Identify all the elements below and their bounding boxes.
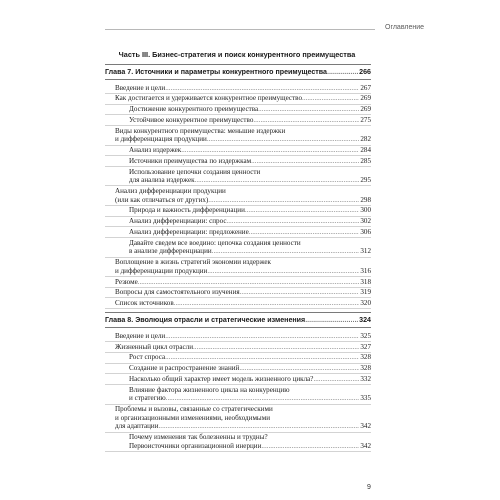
entry-text-line: для анализа издержек [129, 176, 195, 185]
part-title: Часть III. Бизнес-стратегия и поиск конкурентного преимущества [118, 50, 356, 59]
leader-dots [253, 116, 359, 125]
entry-page: 316 [360, 266, 371, 275]
leader-dots [305, 313, 358, 327]
running-head-rule [105, 29, 375, 30]
toc-entry [105, 238, 371, 257]
leader-dots [174, 299, 360, 308]
entry-text-line: Воплощение в жизнь стратегий экономии издержек [115, 258, 272, 267]
leader-dots [207, 135, 360, 144]
leader-dots [181, 146, 359, 155]
entry-page: 332 [360, 374, 371, 383]
entry-text-line: Введение и цели [115, 83, 166, 92]
leader-dots [245, 206, 359, 215]
leader-dots [302, 94, 359, 103]
entry-page: 342 [360, 441, 371, 450]
entry-text-line: и стратегию [129, 394, 166, 403]
chapter-page: 266 [359, 68, 371, 76]
entry-text-line: Источники преимущества по издержкам [129, 156, 252, 165]
entry-text-line: Резюме [115, 277, 138, 286]
leader-dots [240, 288, 360, 297]
entry-page: 300 [360, 206, 371, 215]
chapter-title: Глава 8. Эволюция отрасли и стратегические изменения [105, 316, 306, 325]
toc-entry [105, 298, 371, 309]
leader-dots [251, 157, 359, 166]
chapter-heading [105, 64, 371, 80]
entry-text-line: Список источников [115, 299, 174, 308]
entry-text-line: и дифференциация продукции [115, 135, 207, 144]
chapter-heading [105, 312, 371, 328]
leader-dots [165, 84, 359, 93]
entry-page: 327 [360, 342, 371, 351]
entry-text-line: Как достигается и удерживается конкурентное преимущество [115, 94, 303, 103]
toc-entry [105, 167, 371, 186]
leader-dots [239, 364, 359, 373]
entry-page: 282 [360, 135, 371, 144]
entry-page: 284 [360, 146, 371, 155]
chapter-title: Глава 7. Источники и параметры конкурентного преимущества [105, 68, 327, 76]
entry-page: 319 [360, 288, 371, 297]
entry-page: 335 [360, 394, 371, 403]
leader-dots [166, 394, 360, 403]
leader-dots [193, 343, 359, 352]
leader-dots [165, 332, 359, 341]
toc-entry [105, 227, 371, 238]
leader-dots [138, 278, 360, 287]
toc-entry [105, 385, 371, 404]
entry-text-line: Почему изменения так болезненны и трудны? [129, 433, 268, 442]
toc-entry [105, 364, 371, 375]
entry-text-line: Жизненный цикл отрасли [115, 342, 194, 351]
leader-dots [212, 247, 360, 256]
entry-text-line: в анализе дифференциации [129, 247, 212, 256]
entry-text-line: Введение и цели [115, 331, 166, 340]
entry-text-line: Использование цепочки создания ценности [129, 167, 261, 176]
entry-page: 320 [360, 299, 371, 308]
entry-text-line: Достижение конкурентного преимущества [129, 105, 259, 114]
toc-entry [105, 115, 371, 126]
entry-text-line: Анализ дифференциации: спрос [129, 217, 227, 226]
entry-page: 285 [360, 156, 371, 165]
toc-entry [105, 353, 371, 364]
leader-dots [207, 267, 359, 276]
entry-page: 328 [360, 353, 371, 362]
entry-text-line: Анализ дифференциации продукции [115, 187, 226, 196]
chapter-page: 324 [359, 316, 371, 325]
entry-text-line: Природа и важность дифференциации [129, 206, 245, 215]
leader-dots [249, 228, 360, 237]
toc-entry [105, 156, 371, 167]
entry-text-line: (или как отличаться от других) [115, 195, 209, 204]
running-head: Оглавление [385, 24, 425, 31]
entry-text-line: для адаптации [115, 422, 159, 431]
toc-entry [105, 206, 371, 217]
table-of-contents [105, 64, 371, 452]
entry-text-line: Давайте сведем все воедино: цепочка создания ценности [129, 238, 301, 247]
entry-text-line: Вопросы для самостоятельного изучения [115, 288, 240, 297]
toc-entry [105, 186, 371, 205]
entry-page: 328 [360, 364, 371, 373]
leader-dots [258, 105, 359, 114]
entry-page: 269 [360, 105, 371, 114]
leader-dots [313, 375, 359, 384]
entry-text-line: Насколько общий характер имеет модель жизненного цикла? [129, 374, 314, 383]
toc-entry [105, 146, 371, 157]
entry-page: 306 [360, 227, 371, 236]
toc-entry [105, 94, 371, 105]
toc-entry [105, 258, 371, 277]
entry-page: 318 [360, 277, 371, 286]
entry-page: 267 [360, 83, 371, 92]
entry-text-line: Создание и распространение знаний [129, 364, 240, 373]
entry-page: 312 [360, 247, 371, 256]
leader-dots [165, 353, 359, 362]
toc-entry [105, 288, 371, 299]
entry-page: 342 [360, 422, 371, 431]
toc-entry [105, 126, 371, 145]
entry-text-line: и организационными изменениями, необходимыми [115, 413, 270, 422]
entry-text-line: Проблемы и вызовы, связанные со стратегическими [115, 405, 273, 414]
entry-page: 275 [360, 115, 371, 124]
entry-text-line: Первоисточники организационной инерции [129, 441, 262, 450]
toc-entry [105, 217, 371, 228]
toc-entry [105, 342, 371, 353]
leader-dots [159, 422, 360, 431]
leader-dots [208, 196, 359, 205]
page-number: 9 [367, 484, 371, 491]
leader-dots [327, 65, 358, 79]
leader-dots [195, 176, 360, 185]
leader-dots [261, 442, 359, 451]
entry-page: 269 [360, 94, 371, 103]
toc-entry [105, 433, 371, 452]
entry-text-line: Рост спроса [129, 353, 166, 362]
leader-dots [226, 217, 359, 226]
entry-text-line: и дифференциации продукции [115, 266, 208, 275]
entry-text-line: Анализ издержек [129, 146, 182, 155]
entry-text-line: Устойчивое конкурентное преимущество [129, 115, 254, 124]
toc-entry [105, 83, 371, 94]
toc-entry [105, 105, 371, 116]
entry-page: 298 [360, 195, 371, 204]
toc-entry [105, 374, 371, 385]
toc-entry [105, 405, 371, 433]
entry-page: 302 [360, 217, 371, 226]
entry-text-line: Анализ дифференциации: предложение [129, 227, 249, 236]
entry-text-line: Влияние фактора жизненного цикла на конкуренцию [129, 385, 290, 394]
toc-entry [105, 277, 371, 288]
entry-page: 295 [360, 176, 371, 185]
toc-entry [105, 331, 371, 342]
entry-text-line: Виды конкурентного преимущества: меньшие издержки [115, 126, 286, 135]
entry-page: 325 [360, 331, 371, 340]
